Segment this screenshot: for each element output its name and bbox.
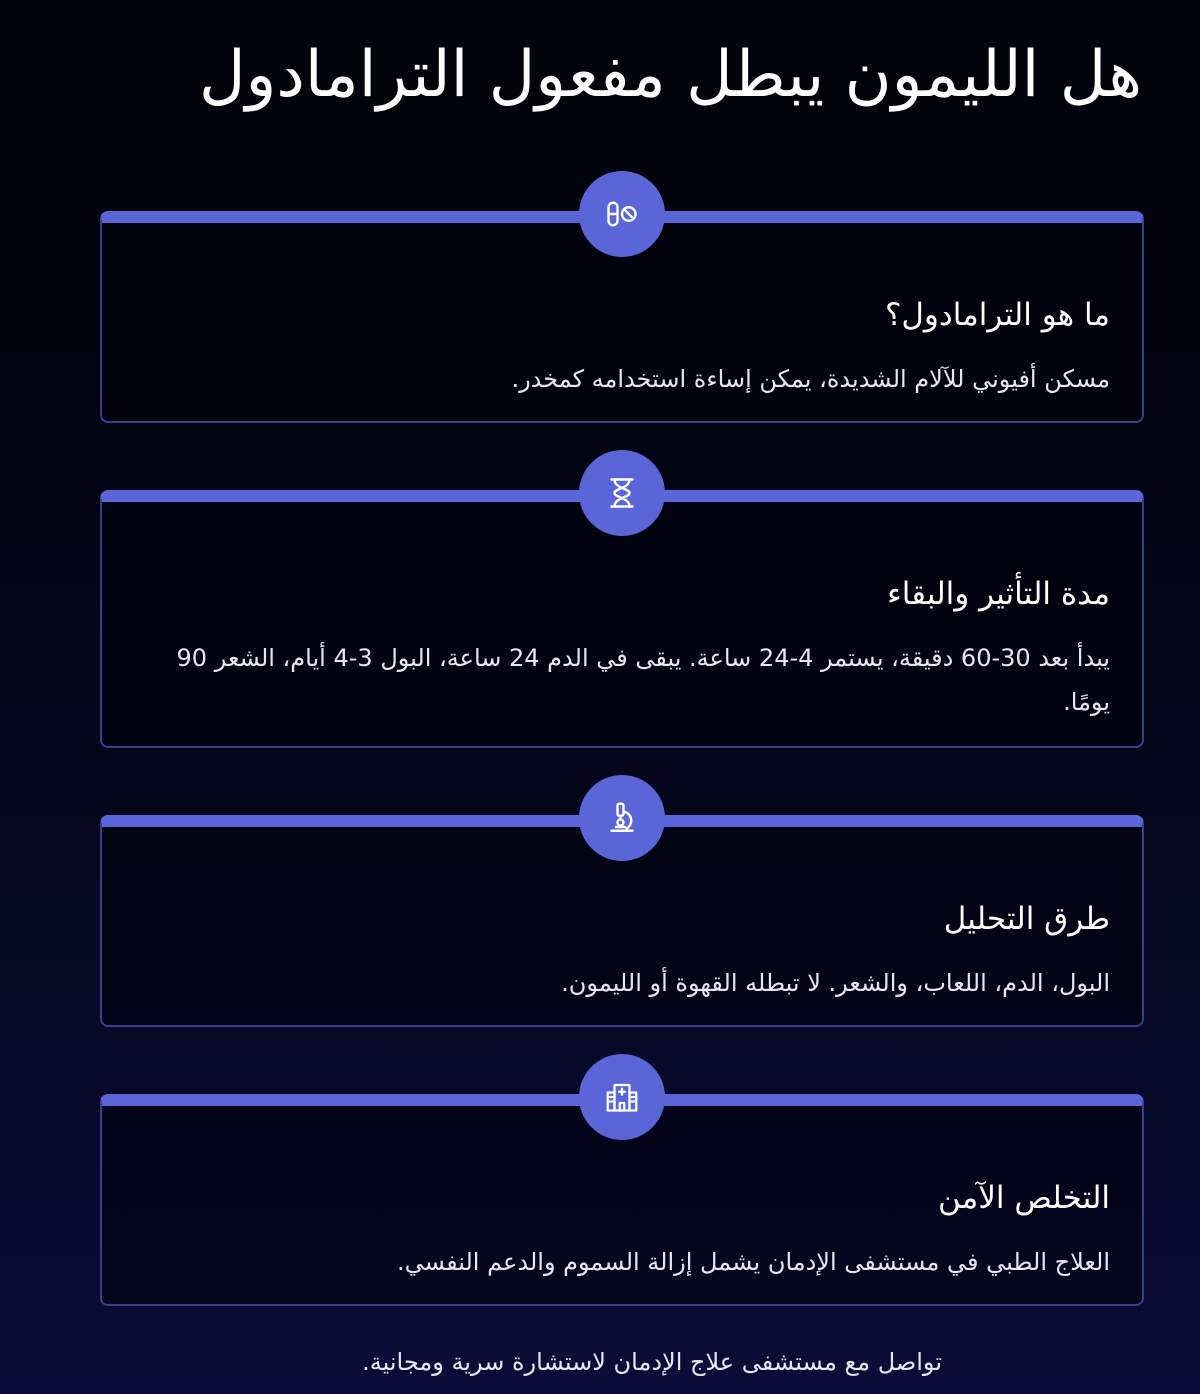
card-text: يبدأ بعد 30-60 دقيقة، يستمر 4-24 ساعة. يبقى في الدم 24 ساعة، البول 3-4 أيام، الشعر 90 يومًا. [176,644,1110,716]
hourglass-icon [579,450,665,536]
card-title: مدة التأثير والبقاء [887,576,1110,612]
card-title: ما هو الترامادول؟ [884,297,1110,333]
info-card-safe-recovery [100,1094,1144,1306]
page-title: هل الليمون يبطل مفعول الترامادول [199,38,1142,112]
card-text: العلاج الطبي في مستشفى الإدمان يشمل إزالة السموم والدعم النفسي. [397,1248,1110,1276]
card-text: مسكن أفيوني للآلام الشديدة، يمكن إساءة استخدامه كمخدر. [511,365,1110,393]
card-title: التخلص الآمن [937,1180,1110,1216]
hospital-icon [579,1054,665,1140]
footer-cta-text: تواصل مع مستشفى علاج الإدمان لاستشارة سرية ومجانية. [362,1348,942,1376]
info-card-testing-methods [100,815,1144,1027]
info-card-duration [100,490,1144,748]
card-text: البول، الدم، اللعاب، والشعر. لا تبطله القهوة أو الليمون. [561,969,1110,997]
pills-icon [579,171,665,257]
card-title: طرق التحليل [943,901,1110,937]
microscope-icon [579,775,665,861]
info-card-what-is-tramadol [100,211,1144,423]
